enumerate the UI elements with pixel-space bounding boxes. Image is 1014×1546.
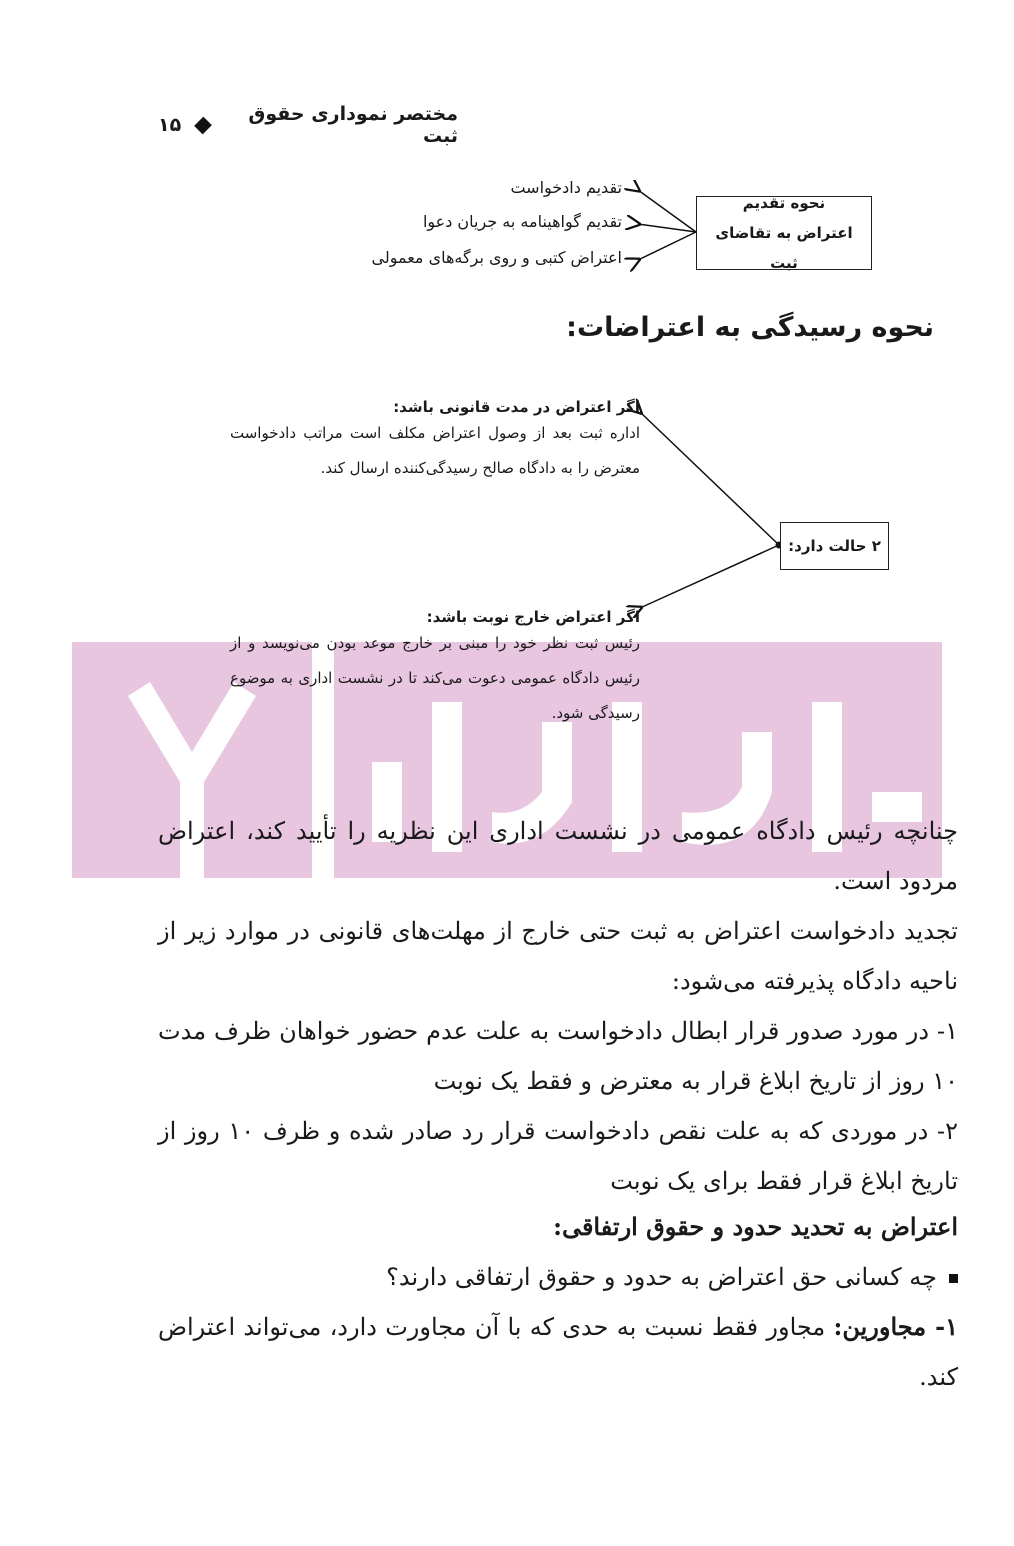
- submission-item-2: تقدیم گواهینامه به جریان دعوا: [422, 212, 622, 231]
- neighbors-text: مجاور فقط نسبت به حدی که با آن مجاورت دارد، می‌تواند اعتراض کند.: [158, 1313, 958, 1391]
- question-text: چه کسانی حق اعتراض به حدود و حقوق ارتفاقی دارند؟: [386, 1263, 937, 1291]
- submission-method-box: [696, 196, 872, 270]
- case-out-of-turn-body: رئیس ثبت نظر خود را مبنی بر خارج موعد بودن می‌نویسد و از رئیس دادگاه عمومی دعوت می‌کند تا در نشست اداری به موضوع رسیدگی شود.: [230, 634, 640, 722]
- paragraph-renewal: تجدید دادخواست اعتراض به ثبت حتی خارج از مهلت‌های قانونی در موارد زیر از ناحیه دادگاه پذیرفته می‌شود:: [158, 917, 958, 995]
- submission-item-1: تقدیم دادخواست: [510, 178, 622, 197]
- book-title: مختصر نموداری حقوق ثبت: [248, 103, 458, 147]
- question-item: [158, 1252, 958, 1302]
- case-legal-period-title: اگر اعتراض در مدت قانونی باشد:: [393, 398, 640, 416]
- case-out-of-turn-title: اگر اعتراض خارج نوبت باشد:: [426, 608, 640, 626]
- paragraph-neighbors: [158, 1302, 958, 1402]
- case-out-of-turn: [230, 608, 640, 731]
- subheading-boundaries: اعتراض به تحدید حدود و حقوق ارتفاقی:: [553, 1212, 958, 1241]
- paragraph-case-1: ۱- در مورد صدور قرار ابطال دادخواست به علت عدم حضور خواهان ظرف مدت ۱۰ روز از تاریخ ابلاغ قرار به معترض و فقط یک نوبت: [158, 1017, 959, 1095]
- square-bullet-icon: [949, 1274, 958, 1283]
- section-heading: نحوه رسیدگی به اعتراضات:: [566, 312, 934, 343]
- running-header: [158, 103, 458, 147]
- two-states-label: ۲ حالت دارد:: [788, 537, 881, 555]
- paragraph-approval: چنانچه رئیس دادگاه عمومی در نشست اداری این نظریه را تأیید کند، اعتراض مردود است.: [158, 817, 958, 895]
- case-legal-period-body: اداره ثبت بعد از وصول اعتراض مکلف است مراتب دادخواست معترض را به دادگاه صالح رسیدگی‌کننده ارسال کند.: [230, 424, 640, 477]
- two-states-box: [780, 522, 889, 570]
- page-number: ۱۵: [158, 114, 182, 136]
- paragraph-case-2: ۲- در موردی که به علت نقص دادخواست قرار رد صادر شده و ظرف ۱۰ روز از تاریخ ابلاغ قرار فقط برای یک نوبت: [158, 1117, 958, 1195]
- case-legal-period: [230, 398, 640, 486]
- submission-item-3: اعتراض کتبی و روی برگه‌های معمولی: [371, 248, 622, 267]
- diamond-icon: [194, 116, 212, 134]
- review-arrows: [620, 398, 790, 618]
- neighbors-label: ۱- مجاورین:: [833, 1312, 958, 1341]
- submission-method-label: نحوه تقدیم اعتراض به تقاضای ثبت: [715, 194, 853, 272]
